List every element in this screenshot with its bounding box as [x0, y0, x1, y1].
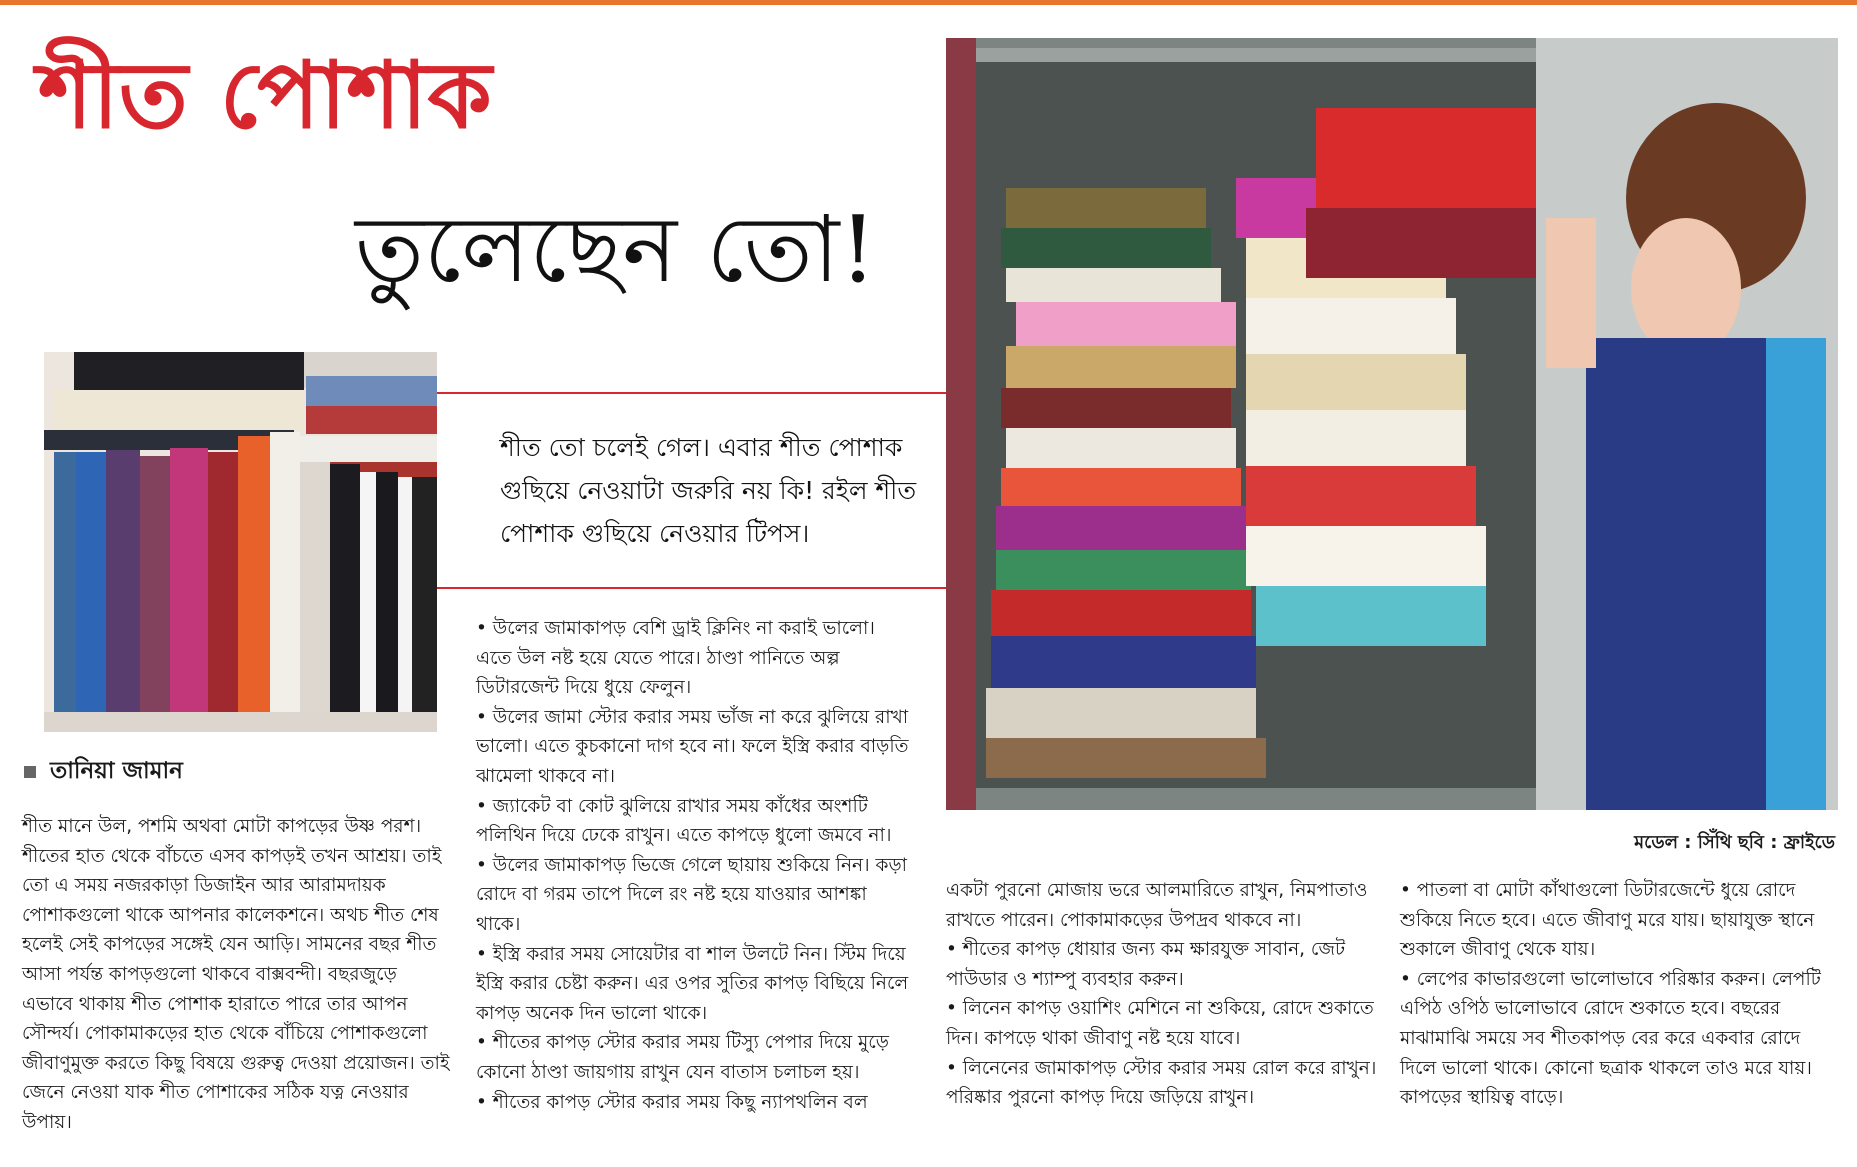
tip-paragraph: একটা পুরনো মোজায় ভরে আলমারিতে রাখুন, নিমপাতাও রাখতে পারেন। পোকামাকড়ের উপদ্রব থাকবে না।	[946, 880, 1368, 931]
tip-paragraph: • পাতলা বা মোটা কাঁথাগুলো ডিটারজেন্টে ধুয়ে রোদে শুকিয়ে নিতে হবে। এতে জীবাণু মরে যায়। ছায়াযুক্ত স্থানে শুকালে জীবাণু থেকে যায়।	[1400, 880, 1815, 961]
tip-paragraph: • লিনেন কাপড় ওয়াশিং মেশিনে না শুকিয়ে, রোদে শুকাতে দিন। কাপড়ে থাকা জীবাণু নষ্ট হয়ে যাবে।	[946, 998, 1374, 1049]
tip-paragraph: • ইস্ত্রি করার সময় সোয়েটার বা শাল উলটে নিন। স্টিম দিয়ে ইস্ত্রি করার চেষ্টা করুন। এর ওপর সুতির কাপড় বিছিয়ে নিলে কাপড় অনেক দিন ভালো থাকে।	[476, 943, 909, 1024]
intro-paragraph: শীত মানে উল, পশমি অথবা মোটা কাপড়ের উষ্ণ পরশ। শীতের হাত থেকে বাঁচতে এসব কাপড়ই তখন আশ্রয়। তাই তো এ সময় নজরকাড়া ডিজাইন আর আরামদায়ক পোশাকগুলো থাকে আপনার কালেকশনে। অথচ শীত শেষ হলেই সেই কাপড়ের সঙ্গেই যেন আড়ি। সামনের বছর শীত আসা পর্যন্ত কাপড়গুলো থাকবে বাক্সবন্দী। বছরজুড়ে এভাবে থাকায় শীত পোশাক হারাতে পারে তার আপন সৌন্দর্য। পোকামাকড়ের হাত থেকে বাঁচিয়ে পোশাকগুলো জীবাণুমুক্ত করতে কিছু বিষয়ে গুরুত্ব দেওয়া প্রয়োজন। তাই জেনে নেওয়া যাক শীত পোশাকের সঠিক যত্ন নেওয়ার উপায়।	[22, 816, 450, 1133]
tip-paragraph: • জ্যাকেট বা কোট ঝুলিয়ে রাখার সময় কাঁধের অংশটি পলিথিন দিয়ে ঢেকে রাখুন। এতে কাপড়ে ধুলো জমবে না।	[476, 795, 892, 847]
tip-paragraph: • শীতের কাপড় ধোয়ার জন্য কম ক্ষারযুক্ত সাবান, জেট পাউডার ও শ্যাম্পু ব্যবহার করুন।	[946, 939, 1346, 990]
headline-line-2: তুলেছেন তো!	[355, 196, 877, 303]
tip-paragraph: • উলের জামা স্টোর করার সময় ভাঁজ না করে ঝুলিয়ে রাখা ভালো। এতে কুচকানো দাগ হবে না। ফলে ইস্ত্রি করার বাড়তি ঝামেলা থাকবে না।	[476, 706, 909, 787]
byline-square-icon	[24, 766, 36, 778]
tip-paragraph: • লিনেনের জামাকাপড় স্টোর করার সময় রোল করে রাখুন। পরিষ্কার পুরনো কাপড় দিয়ে জড়িয়ে রাখুন।	[946, 1057, 1377, 1109]
author-byline	[24, 752, 183, 791]
intro-top-rule	[437, 392, 946, 394]
intro-text: শীত তো চলেই গেল। এবার শীত পোশাক গুছিয়ে নেওয়াটা জরুরি নয় কি! রইল শীত পোশাক গুছিয়ে নেওয়ার টিপস।	[500, 433, 917, 548]
tip-paragraph: • শীতের কাপড় স্টোর করার সময় টিস্যু পেপার দিয়ে মুড়ে কোনো ঠাণ্ডা জায়গায় রাখুন যেন বাতাস চলাচল হয়।	[476, 1032, 889, 1083]
photo-credit: মডেল : সিঁথি ছবি : ফ্রাইডে	[1634, 832, 1835, 853]
body-column-2	[476, 614, 916, 1117]
tip-paragraph: • উলের জামাকাপড় ভিজে গেলে ছায়ায় শুকিয়ে নিন। কড়া রোদে বা গরম তাপে দিলে রং নষ্ট হয়ে যাওয়ার আশঙ্কা থাকে।	[476, 854, 908, 935]
headline-line-1: শীত পোশাক	[38, 41, 492, 149]
folded-sweaters-photo	[44, 352, 437, 732]
tip-paragraph: • উলের জামাকাপড় বেশি ড্রাই ক্লিনিং না করাই ভালো। এতে উল নষ্ট হয়ে যেতে পারে। ঠাণ্ডা পানিতে অল্প ডিটারজেন্ট দিয়ে ধুয়ে ফেলুন।	[476, 618, 875, 699]
intro-bottom-rule	[437, 587, 946, 589]
top-rule	[0, 0, 1857, 5]
tip-paragraph: • শীতের কাপড় স্টোর করার সময় কিছু ন্যাপথলিন বল	[476, 1091, 868, 1113]
author-name: তানিয়া জামান	[50, 758, 183, 784]
body-column-1	[22, 812, 452, 1138]
body-column-4	[1400, 876, 1840, 1113]
tip-paragraph: • লেপের কাভারগুলো ভালোভাবে পরিষ্কার করুন। লেপটি এপিঠ ওপিঠ ভালোভাবে রোদে শুকাতে হবে। বছরের মাঝামাঝি সময়ে সব শীতকাপড় বের করে একবার রোদে দিলে ভালো থাকে। কোনো ছত্রাক থাকলে তাও মরে যায়। কাপড়ের স্থায়িত্ব বাড়ে।	[1400, 968, 1821, 1109]
cupboard-photo	[946, 38, 1838, 810]
body-column-3	[946, 876, 1386, 1113]
